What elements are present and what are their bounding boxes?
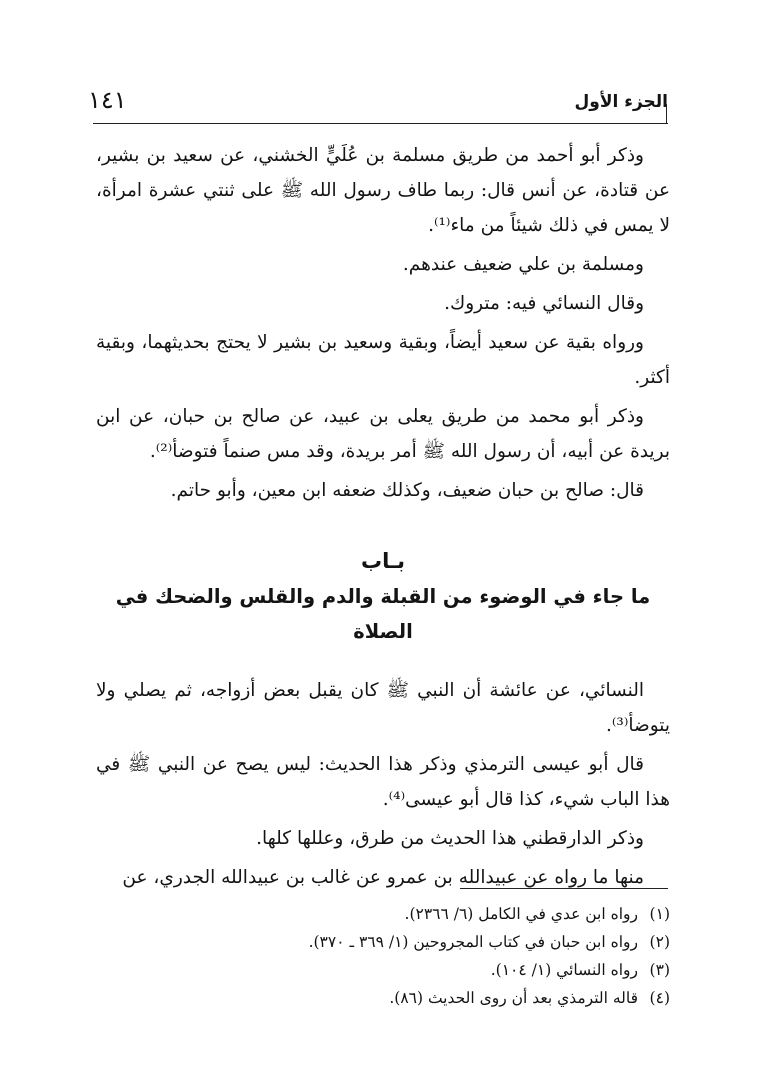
footnote-number: (٢) xyxy=(649,933,670,951)
paragraph: منها ما رواه عن عبيدالله بن عمرو عن غالب بن عبيدالله الجدري، عن xyxy=(122,867,644,888)
header-rule xyxy=(93,123,668,124)
footnote-separator xyxy=(460,888,668,889)
paragraph: وذكر أبو أحمد من طريق مسلمة بن عُلَيٍّ الخشني، عن سعيد بن بشير، عن قتادة، عن أنس قال: ربما طاف رسول الله ﷺ على ثنتي عشرة امرأة، لا يمس في ذلك شيئاً من ماء⁽¹⁾. xyxy=(96,145,670,236)
footnote-text: رواه ابن حبان في كتاب المجروحين (١/ ٣٦٩ ـ ٣٧٠). xyxy=(308,933,638,951)
footnote-number: (٤) xyxy=(649,989,670,1007)
main-text xyxy=(96,138,670,899)
section-bab-heading: بـاب xyxy=(360,549,406,573)
footnote xyxy=(96,956,670,984)
paragraph: وقال النسائي فيه: متروك. xyxy=(444,293,644,314)
footnote-text: رواه ابن عدي في الكامل (٦/ ٢٣٦٦). xyxy=(404,905,638,923)
paragraph: قال أبو عيسى الترمذي وذكر هذا الحديث: ليس يصح عن النبي ﷺ في هذا الباب شيء، كذا قال أبو عيسى⁽⁴⁾. xyxy=(96,754,670,810)
footnotes xyxy=(96,900,670,1012)
section-title: ما جاء في الوضوء من القبلة والدم والقلس والضحك في الصلاة xyxy=(115,585,651,643)
footnote xyxy=(96,900,670,928)
header-rule-tick xyxy=(666,104,667,124)
paragraph: ورواه بقية عن سعيد أيضاً، وبقية وسعيد بن بشير لا يحتج بحديثهما، وبقية أكثر. xyxy=(96,332,670,388)
footnote-text: قاله الترمذي بعد أن روى الحديث (٨٦). xyxy=(389,989,638,1007)
footnote-number: (٣) xyxy=(649,961,670,979)
footnote xyxy=(96,928,670,956)
page-number: ١٤١ xyxy=(88,86,127,114)
page-header xyxy=(88,86,668,122)
paragraph: وذكر أبو محمد من طريق يعلى بن عبيد، عن صالح بن حبان، عن ابن بريدة عن أبيه، أن رسول الله ﷺ أمر بريدة، وقد مس صنماً فتوضأ⁽²⁾. xyxy=(96,406,670,462)
footnote-number: (١) xyxy=(649,905,670,923)
paragraph: وذكر الدارقطني هذا الحديث من طرق، وعللها كلها. xyxy=(256,828,644,849)
running-title: الجزء الأول xyxy=(574,92,668,112)
paragraph: ومسلمة بن علي ضعيف عندهم. xyxy=(402,254,644,275)
paragraph: النسائي، عن عائشة أن النبي ﷺ كان يقبل بعض أزواجه، ثم يصلي ولا يتوضأ⁽³⁾. xyxy=(96,680,670,736)
paragraph: قال: صالح بن حبان ضعيف، وكذلك ضعفه ابن معين، وأبو حاتم. xyxy=(170,480,644,501)
footnote xyxy=(96,984,670,1012)
footnote-text: رواه النسائي (١/ ١٠٤). xyxy=(490,961,638,979)
